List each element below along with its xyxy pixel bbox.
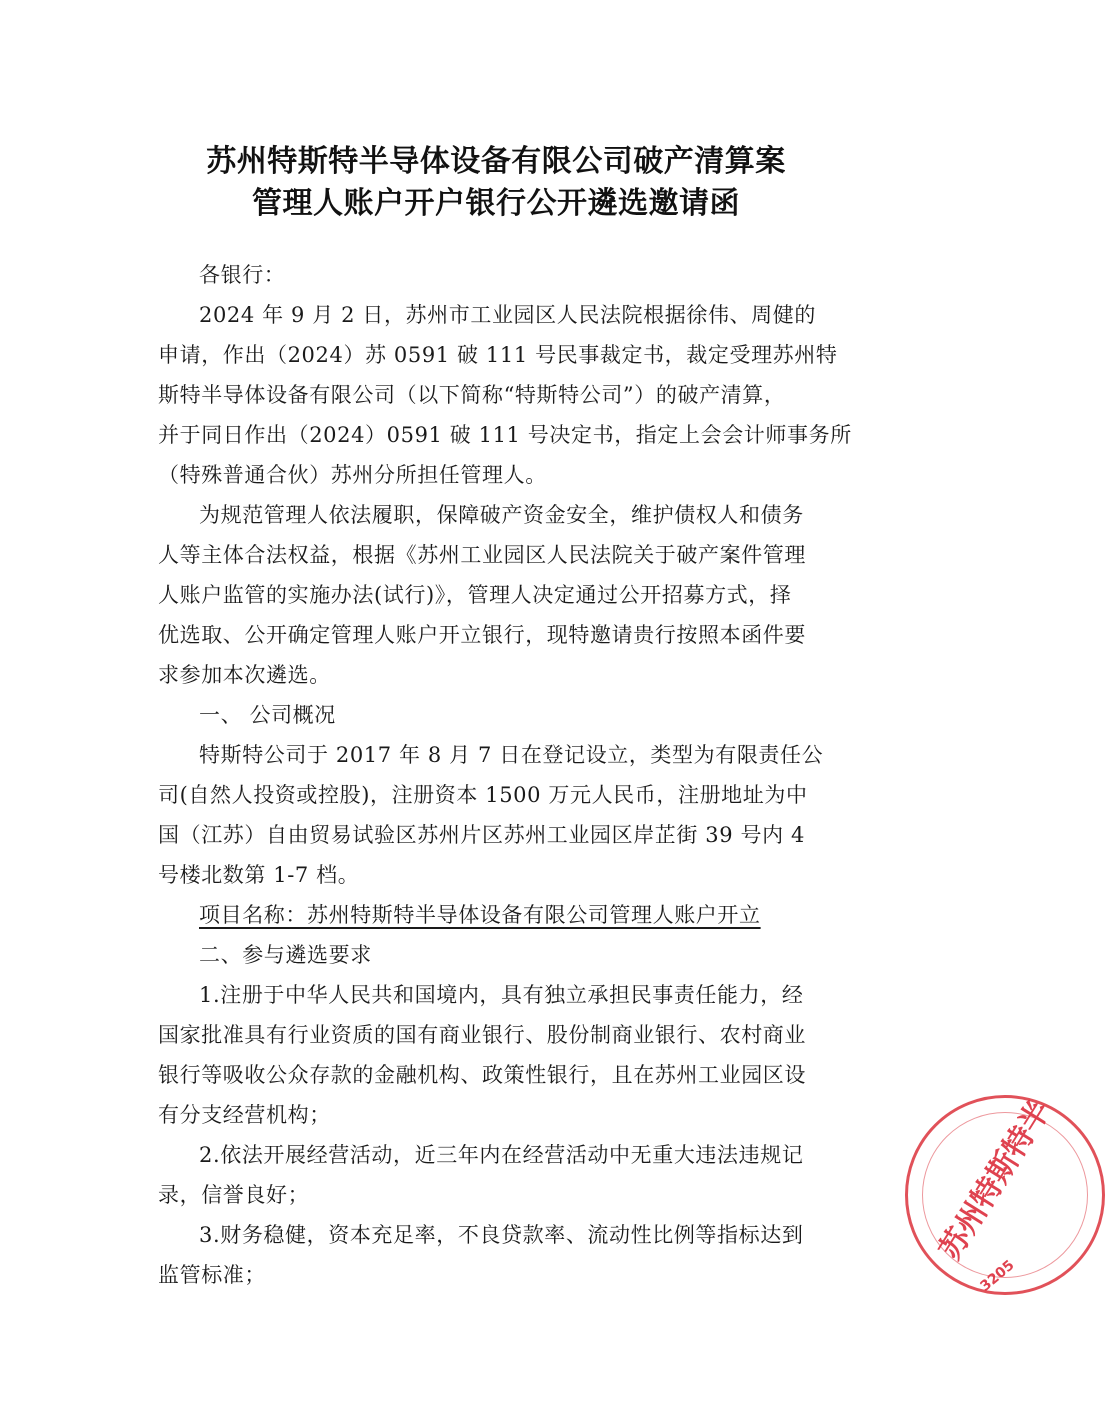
paragraph-2-line: 人账户监管的实施办法(试行)》，管理人决定通过公开招募方式，择 bbox=[158, 583, 792, 607]
requirement-1-line: 1.注册于中华人民共和国境内，具有独立承担民事责任能力，经 bbox=[199, 983, 804, 1007]
paragraph-1-line: （特殊普通合伙）苏州分所担任管理人。 bbox=[158, 463, 547, 487]
requirement-2-line: 2.依法开展经营活动，近三年内在经营活动中无重大违法违规记 bbox=[199, 1143, 804, 1167]
paragraph-2-line: 优选取、公开确定管理人账户开立银行，现特邀请贵行按照本函件要 bbox=[158, 623, 806, 647]
paragraph-1-line: 斯特半导体设备有限公司（以下简称“特斯特公司”）的破产清算， bbox=[158, 383, 786, 407]
section-heading-2: 二、参与遴选要求 bbox=[199, 943, 372, 967]
section-heading-1: 一、 公司概况 bbox=[199, 703, 336, 727]
paragraph-3-line: 国（江苏）自由贸易试验区苏州片区苏州工业园区岸芷街 39 号内 4 bbox=[158, 823, 805, 847]
seal-number: 3205 bbox=[977, 1257, 1018, 1295]
requirement-2-line: 录，信誉良好； bbox=[158, 1183, 310, 1207]
requirement-1-line: 国家批准具有行业资质的国有商业银行、股份制商业银行、农村商业 bbox=[158, 1023, 806, 1047]
paragraph-1-line: 2024 年 9 月 2 日，苏州市工业园区人民法院根据徐伟、周健的 bbox=[199, 303, 816, 327]
paragraph-2-line: 为规范管理人依法履职，保障破产资金安全，维护债权人和债务 bbox=[199, 503, 804, 527]
paragraph-2-line: 求参加本次遴选。 bbox=[158, 663, 331, 687]
document-title-line2: 管理人账户开户银行公开遴选邀请函 bbox=[252, 186, 740, 221]
greeting: 各银行： bbox=[199, 263, 286, 287]
paragraph-3-line: 特斯特公司于 2017 年 8 月 7 日在登记设立，类型为有限责任公 bbox=[199, 743, 824, 767]
requirement-3-line: 监管标准； bbox=[158, 1263, 266, 1287]
requirement-1-line: 银行等吸收公众存款的金融机构、政策性银行，且在苏州工业园区设 bbox=[158, 1063, 806, 1087]
requirement-3-line: 3.财务稳健，资本充足率，不良贷款率、流动性比例等指标达到 bbox=[199, 1223, 804, 1247]
paragraph-1-line: 并于同日作出（2024）0591 破 111 号决定书，指定上会会计师事务所 bbox=[158, 423, 852, 447]
requirement-1-line: 有分支经营机构； bbox=[158, 1103, 331, 1127]
paragraph-2-line: 人等主体合法权益，根据《苏州工业园区人民法院关于破产案件管理 bbox=[158, 543, 806, 567]
seal-text: 苏州特斯特半 bbox=[932, 1094, 1058, 1266]
company-seal-stamp bbox=[905, 1095, 1105, 1295]
paragraph-1-line: 申请，作出（2024）苏 0591 破 111 号民事裁定书，裁定受理苏州特 bbox=[158, 343, 838, 367]
project-name: 项目名称：苏州特斯特半导体设备有限公司管理人账户开立 bbox=[199, 903, 761, 927]
paragraph-3-line: 号楼北数第 1-7 档。 bbox=[158, 863, 360, 887]
document-title-line1: 苏州特斯特半导体设备有限公司破产清算案 bbox=[206, 144, 786, 179]
paragraph-3-line: 司(自然人投资或控股)，注册资本 1500 万元人民币，注册地址为中 bbox=[158, 783, 808, 807]
